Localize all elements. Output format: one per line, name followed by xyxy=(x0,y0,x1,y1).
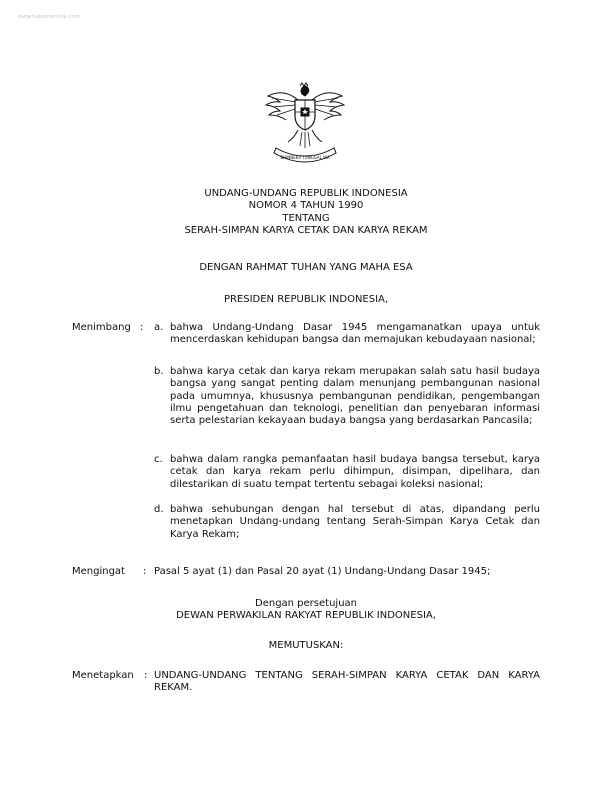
item-text: bahwa dalam rangka pemanfaatan hasil budaya bangsa tersebut, karya cetak dan karya rekam perlu dihimpun, disimpan, dipelihara, dan dilestarikan di suatu tempat tertentu sebagai koleksi nasional; xyxy=(170,454,540,490)
mengingat-label: Mengingat xyxy=(72,566,125,577)
item-text: bahwa sehubungan dengan hal tersebut di atas, dipandang perlu menetapkan Undang-undang tentang Serah-Simpan Karya Cetak dan Karya Rekam; xyxy=(170,504,540,540)
menimbang-item-c xyxy=(154,454,540,491)
mengingat-colon: : xyxy=(143,566,147,577)
menimbang-label: Menimbang xyxy=(72,322,131,333)
rahmat-heading: DENGAN RAHMAT TUHAN YANG MAHA ESA xyxy=(199,262,413,273)
menimbang-item-b xyxy=(154,366,540,427)
memutuskan-heading: MEMUTUSKAN: xyxy=(268,640,344,651)
menimbang-item-d xyxy=(154,504,540,541)
menimbang-colon: : xyxy=(140,322,144,333)
menimbang-item-a xyxy=(154,322,540,347)
presiden-heading: PRESIDEN REPUBLIK INDONESIA, xyxy=(223,294,389,305)
item-letter: a. xyxy=(154,322,164,333)
item-letter: b. xyxy=(154,366,164,377)
watermark: www.hukumonline.com xyxy=(18,14,80,20)
item-letter: d. xyxy=(154,504,164,515)
item-letter: c. xyxy=(154,454,163,465)
item-text: bahwa Undang-Undang Dasar 1945 mengamanatkan upaya untuk mencerdaskan kehidupan bangsa dan memajukan kebudayaan nasional; xyxy=(170,322,540,346)
item-text: bahwa karya cetak dan karya rekam merupakan salah satu hasil budaya bangsa yang sangat penting dalam menunjang pembangunan nasional pada umumnya, khususnya pembangunan pendidikan, pengembangan ilmu pengetahuan dan teknologi, penelitian dan penyebaran informasi serta pelestarian kekayaan budaya bangsa yang berdasarkan Pancasila; xyxy=(170,366,540,427)
persetujuan-block xyxy=(0,598,612,623)
persetujuan-line-2: DEWAN PERWAKILAN RAKYAT REPUBLIK INDONESIA, xyxy=(176,610,436,622)
svg-text:BHINNEKA TUNGGAL IKA: BHINNEKA TUNGGAL IKA xyxy=(280,155,330,160)
title-line-2: NOMOR 4 TAHUN 1990 xyxy=(248,200,364,212)
menetapkan-text: UNDANG-UNDANG TENTANG SERAH-SIMPAN KARYA CETAK DAN KARYA REKAM. xyxy=(154,670,540,694)
title-line-4: SERAH-SIMPAN KARYA CETAK DAN KARYA REKAM xyxy=(184,224,428,236)
title-line-3: TENTANG xyxy=(282,212,330,224)
menetapkan-colon: : xyxy=(144,670,148,681)
garuda-emblem-icon xyxy=(262,82,348,168)
persetujuan-line-1: Dengan persetujuan xyxy=(255,598,357,609)
document-title xyxy=(0,188,612,237)
title-line-1: UNDANG-UNDANG REPUBLIK INDONESIA xyxy=(204,188,408,199)
mengingat-text: Pasal 5 ayat (1) dan Pasal 20 ayat (1) Undang-Undang Dasar 1945; xyxy=(154,566,491,577)
menetapkan-label: Menetapkan xyxy=(72,670,134,681)
